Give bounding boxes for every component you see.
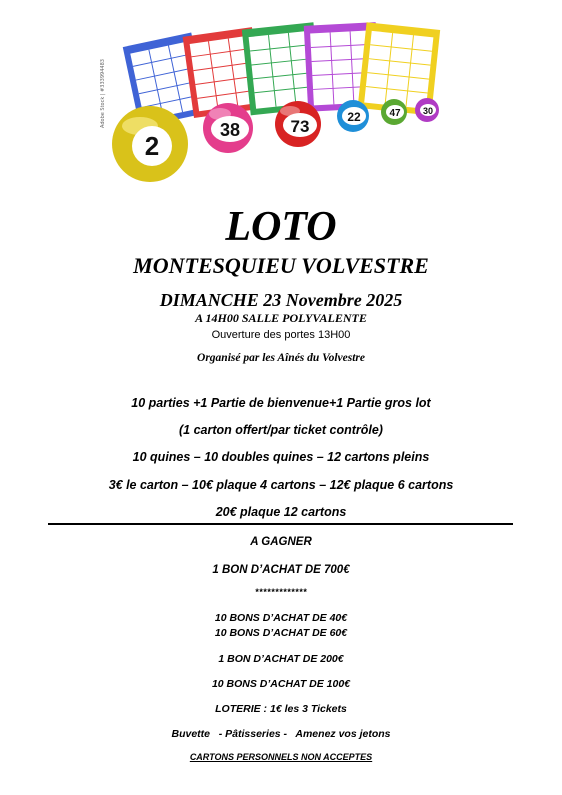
- bingo-ball-38: [203, 103, 253, 153]
- event-time-place: A 14H00 SALLE POLYVALENTE: [195, 311, 367, 325]
- extras-info: Buvette - Pâtisseries - Amenez vos jetons: [171, 728, 391, 740]
- bingo-ball-30: [415, 98, 439, 122]
- divider: [48, 523, 513, 525]
- bingo-ball-47: [381, 99, 407, 125]
- ball-number: 22: [347, 110, 361, 124]
- ball-number: 47: [389, 108, 401, 119]
- ball-number: 73: [290, 117, 310, 136]
- bingo-ball-2: [112, 106, 188, 182]
- prize-item: 10 BONS D’ACHAT DE 40€: [214, 612, 348, 624]
- doors-opening: Ouverture des portes 13H00: [211, 329, 351, 341]
- bingo-ball-22: [337, 100, 369, 132]
- poster-title: LOTO: [225, 204, 337, 250]
- detail-line: 10 parties +1 Partie de bienvenue+1 Partie gros lot: [131, 396, 431, 410]
- organizer: Organisé par les Aînés du Volvestre: [197, 352, 365, 364]
- detail-line: 3€ le carton – 10€ plaque 4 cartons – 12€ plaque 6 cartons: [108, 478, 454, 492]
- detail-line: 20€ plaque 12 cartons: [215, 505, 347, 519]
- prize-item: 1 BON D’ACHAT DE 200€: [218, 653, 344, 665]
- lottery-info: LOTERIE : 1€ les 3 Tickets: [215, 703, 347, 715]
- prize-item: 10 BONS D’ACHAT DE 60€: [214, 627, 348, 639]
- bingo-illustration: [100, 18, 460, 190]
- detail-line: 10 quines – 10 doubles quines – 12 cartons pleins: [132, 450, 430, 464]
- prize-item: 10 BONS D’ACHAT DE 100€: [211, 678, 351, 690]
- main-prize: 1 BON D’ACHAT DE 700€: [212, 564, 350, 576]
- prizes-heading: A GAGNER: [250, 536, 312, 548]
- notice: CARTONS PERSONNELS NON ACCEPTES: [189, 752, 373, 762]
- ball-number: 30: [422, 106, 434, 116]
- detail-line: (1 carton offert/par ticket contrôle): [179, 423, 383, 437]
- image-credit: Adobe Stock | #333994483: [100, 59, 106, 128]
- ball-number: 38: [219, 120, 241, 140]
- event-date: DIMANCHE 23 Novembre 2025: [159, 290, 403, 310]
- town-name: MONTESQUIEU VOLVESTRE: [133, 253, 429, 278]
- bingo-ball-73: [275, 101, 321, 147]
- ball-number: 2: [144, 131, 160, 161]
- asterisk-separator: *************: [254, 587, 308, 597]
